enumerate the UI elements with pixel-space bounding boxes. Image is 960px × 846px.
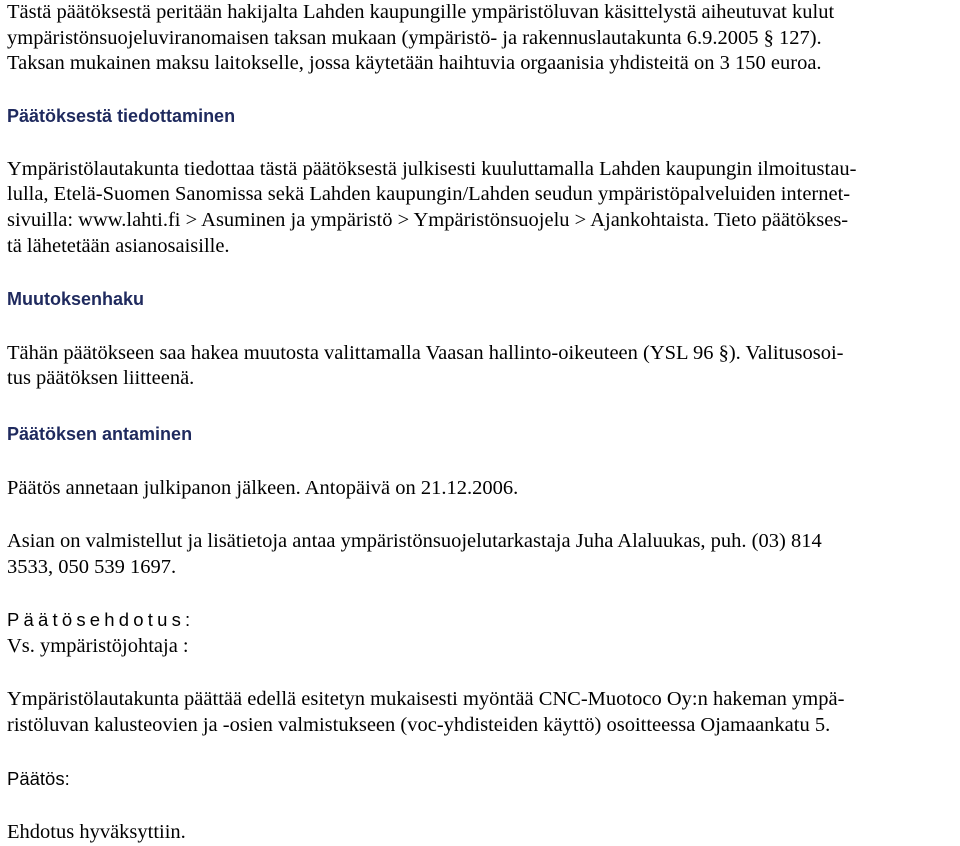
intro-line-2: ympäristönsuojeluviranomaisen taksan mukaan (ympäristö- ja rakennuslautakunta 6.9.2005 § 127).: [7, 27, 822, 49]
proposal-label: Päätösehdotus:: [7, 609, 195, 630]
heading-issuance: Päätöksen antaminen: [7, 424, 193, 444]
issuance-line: Päätös annetaan julkipanon jälkeen. Antopäivä on 21.12.2006.: [7, 477, 519, 499]
decision-label: Päätös:: [7, 768, 70, 789]
intro-line-1: Tästä päätöksestä peritään hakijalta Lahden kaupungille ympäristöluvan käsittelystä aiheutuvat kulut: [7, 1, 835, 23]
notification-line-2: lulla, Etelä-Suomen Sanomissa sekä Lahden kaupungin/Lahden seudun ympäristöpalveluiden internet-: [7, 183, 851, 205]
heading-appeal: Muutoksenhaku: [7, 289, 145, 309]
contact-line-1: Asian on valmistellut ja lisätietoja antaa ympäristönsuojelutarkastaja Juha Alaluukas, puh. (03) 814: [7, 530, 822, 552]
appeal-line-1: Tähän päätökseen saa hakea muutosta valittamalla Vaasan hallinto-oikeuteen (YSL 96 §). Valitusosoi-: [7, 342, 844, 364]
appeal-line-2: tus päätöksen liitteenä.: [7, 367, 195, 389]
notification-line-4: tä lähetetään asianosaisille.: [7, 235, 230, 257]
heading-notification: Päätöksestä tiedottaminen: [7, 106, 236, 126]
decision-text: Ehdotus hyväksyttiin.: [7, 821, 186, 843]
proposal-line-2: ristöluvan kalusteovien ja -osien valmistukseen (voc-yhdisteiden käyttö) osoitteessa Ojamaankatu 5.: [7, 714, 831, 736]
intro-line-3: Taksan mukainen maksu laitokselle, jossa käytetään haihtuvia orgaanisia yhdisteitä on 3 150 euroa.: [7, 52, 822, 74]
notification-line-1: Ympäristölautakunta tiedottaa tästä päätöksestä julkisesti kuuluttamalla Lahden kaupungin ilmoitustau-: [7, 158, 857, 180]
proposal-presenter: Vs. ympäristöjohtaja :: [7, 635, 189, 657]
notification-line-3: sivuilla: www.lahti.fi > Asuminen ja ympäristö > Ympäristönsuojelu > Ajankohtaista. Tieto päätökses-: [7, 209, 849, 231]
proposal-line-1: Ympäristölautakunta päättää edellä esitetyn mukaisesti myöntää CNC-Muotoco Oy:n hakeman ympä-: [7, 688, 845, 710]
contact-line-2: 3533, 050 539 1697.: [7, 556, 177, 578]
